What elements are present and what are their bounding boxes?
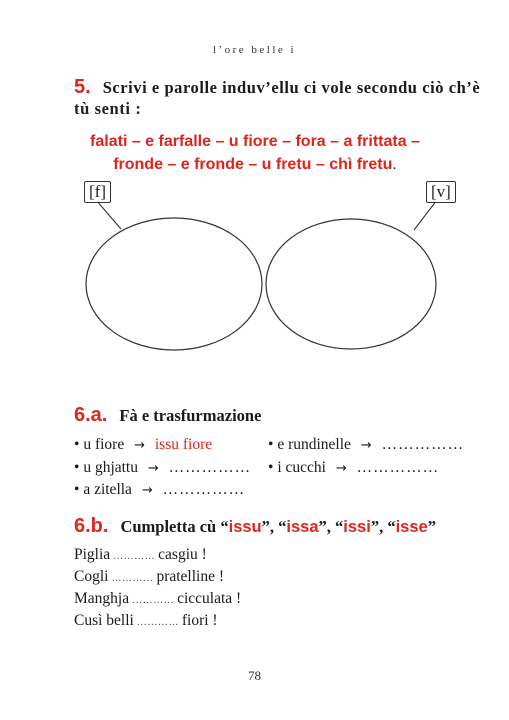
word-list-line1: falati – e farfalle – u fiore – fora – a frittata – [90,133,420,150]
example-answer: issu fiore [154,436,213,453]
answer-blank[interactable]: ………… [132,595,175,606]
fill-sentence-1 [74,546,207,564]
answer-blank[interactable]: …………… [381,436,465,453]
item-text: u fiore [83,436,125,453]
bullet: • [268,436,274,453]
bullet: • [268,459,274,476]
running-header: l’ore belle i [212,44,297,56]
right-oval[interactable] [266,219,436,349]
exercise-6a-title: Fà e trasfurmazione [119,406,262,425]
sound-label-v: [v] [426,181,456,203]
quote-close: ” [370,517,380,536]
right-arrow-icon: → [335,461,347,476]
page-number: 78 [248,668,261,683]
exercise-6a-heading [74,404,261,427]
sentence-end: fiori ! [181,612,218,629]
separator: , [269,517,275,536]
transform-item-left-3 [74,481,245,499]
right-connector-line [414,200,437,230]
word-issu: issu [228,518,262,536]
fill-sentence-3 [74,590,241,608]
word-isse: isse [395,518,428,536]
quote-close: ” [261,517,270,536]
left-oval[interactable] [86,218,262,350]
item-text: i cucchi [277,459,326,476]
exercise-6b-title-prefix: Cumpletta cù [120,517,217,536]
word-issa: issa [286,518,319,536]
transform-item-left-1 [74,436,212,454]
item-text: a zitella [83,481,132,498]
exercise-5-title-line2: tù senti : [74,99,142,118]
quote-close: ” [318,517,327,536]
transform-item-left-2 [74,459,251,477]
word-list-line2-text: fronde – e fronde – u fretu – chì fretu [113,156,393,173]
sentence-end: casgiu ! [158,546,207,563]
sentence-end: pratelline ! [156,568,225,585]
answer-blank[interactable]: …………… [162,481,246,498]
exercise-6b-title [120,517,435,537]
quote-open: “ [387,517,396,536]
fill-sentence-2 [74,568,224,586]
word-list-period: . [392,156,397,173]
quote-open: “ [220,517,229,536]
transform-item-right-1 [268,436,464,454]
transform-item-right-2 [268,459,439,477]
separator: , [379,517,384,536]
sentence-start: Cusì belli [74,612,134,629]
bullet: • [74,481,80,498]
answer-blank[interactable]: ………… [111,573,154,584]
right-arrow-icon: → [147,461,159,476]
right-arrow-icon: → [360,438,372,453]
exercise-5-title-line1: Scrivi e parolle induv’ellu ci vole secondu ciò ch’è [102,78,481,97]
exercise-6b-number: 6.b. [74,515,109,537]
right-arrow-icon: → [134,438,145,453]
sentence-start: Cogli [74,568,109,585]
answer-blank[interactable]: ………… [136,617,179,628]
answer-blank[interactable]: …………… [356,459,440,476]
exercise-6b-heading [74,515,436,538]
bullet: • [74,436,80,453]
exercise-6a-number: 6.a. [74,404,108,426]
item-text: u ghjattu [83,459,138,476]
exercise-5-number: 5. [74,76,91,98]
sentence-end: cicculata ! [177,590,242,607]
answer-blank[interactable]: ………… [113,551,156,562]
quote-open: “ [278,517,287,536]
separator: , [326,517,331,536]
left-connector-line [96,200,121,229]
quote-open: “ [335,517,344,536]
right-arrow-icon: → [141,483,153,498]
sentence-start: Manghja [74,590,130,607]
sound-label-f: [f] [84,181,111,203]
sentence-start: Piglia [74,546,111,563]
fill-sentence-4 [74,612,218,630]
quote-close: ” [427,517,436,536]
bullet: • [74,459,80,476]
answer-blank[interactable]: …………… [168,459,252,476]
word-issi: issi [343,518,371,536]
item-text: e rundinelle [277,436,351,453]
